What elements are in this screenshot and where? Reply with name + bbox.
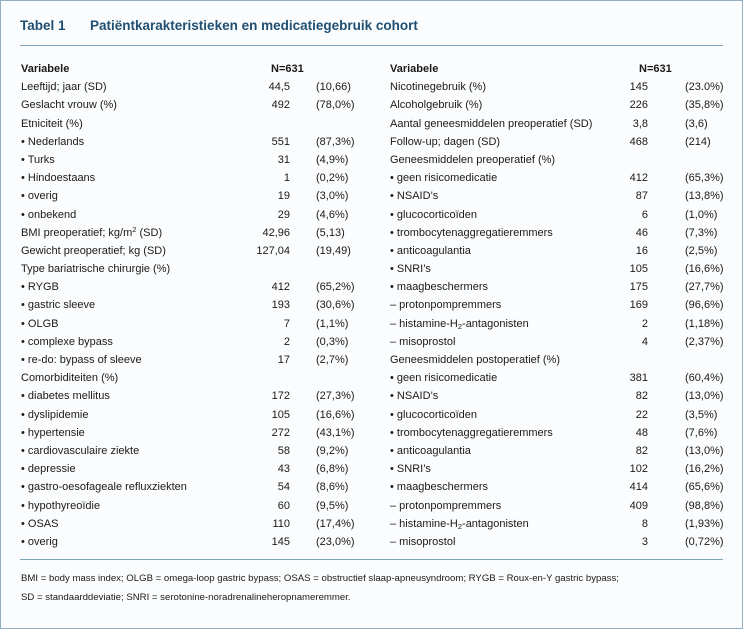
- table-row: [21, 515, 366, 533]
- row-percentage: (7,3%): [685, 226, 718, 239]
- row-percentage: (16,2%): [685, 463, 724, 476]
- table-row: [390, 133, 730, 151]
- row-label: • re-do: bypass of sleeve: [21, 354, 142, 366]
- table-row: [21, 151, 366, 169]
- row-label: Type bariatrische chirurgie (%): [21, 263, 171, 276]
- table-row: [390, 151, 730, 169]
- row-percentage: (87,3%): [316, 135, 355, 148]
- table-row: [390, 278, 730, 296]
- row-count: 226: [629, 99, 648, 112]
- row-count: 7: [283, 317, 290, 330]
- row-percentage: (0,3%): [316, 335, 349, 348]
- row-count: 6: [641, 208, 648, 221]
- row-count: 31: [277, 153, 290, 166]
- row-label: – misoprostol: [390, 535, 456, 548]
- footnote-line: SD = standaarddeviatie; SNRI = serotonine-noradrenalineheropnameremmer.: [21, 591, 351, 603]
- row-count: 82: [635, 390, 648, 403]
- table-row: [21, 133, 366, 151]
- row-label: • Nederlands: [21, 135, 85, 148]
- table-row: [390, 78, 730, 96]
- row-label: [390, 315, 529, 333]
- row-percentage: (16,6%): [316, 408, 355, 421]
- row-percentage: (60,4%): [685, 372, 724, 385]
- row-count: 42,96: [262, 226, 290, 239]
- table-row: [390, 206, 730, 224]
- row-percentage: (16,6%): [685, 263, 724, 276]
- row-percentage: (1,1%): [316, 317, 349, 330]
- row-percentage: (78,0%): [316, 99, 355, 112]
- row-percentage: (3,0%): [316, 190, 349, 203]
- right-rows: [390, 78, 730, 551]
- table-row: [21, 115, 366, 133]
- row-count: 102: [629, 463, 648, 476]
- table-row: [390, 315, 730, 333]
- row-count: 1: [283, 172, 290, 185]
- bottom-divider: [20, 559, 723, 560]
- row-count: 3,8: [632, 117, 648, 130]
- row-percentage: (19,49): [316, 244, 351, 257]
- row-count: 58: [277, 444, 290, 457]
- row-count: 110: [272, 517, 290, 530]
- row-percentage: (214): [685, 135, 711, 148]
- row-percentage: (35,8%): [685, 99, 724, 112]
- row-label: • overig: [21, 535, 58, 548]
- table-row: [21, 315, 366, 333]
- row-label: • anticoagulantia: [390, 244, 471, 257]
- row-label: • NSAID’s: [390, 190, 439, 203]
- table-row: [21, 187, 366, 205]
- row-label: • hypothyreoïdie: [21, 499, 101, 512]
- right-header-row: [390, 60, 730, 78]
- table-row: [390, 369, 730, 387]
- row-label: • SNRI’s: [390, 263, 431, 276]
- row-label-subscript: 2: [457, 521, 463, 531]
- row-percentage: (98,8%): [685, 499, 724, 512]
- top-divider: [20, 45, 723, 46]
- row-count: 44,5: [268, 81, 290, 94]
- right-header-variable: Variabele: [390, 63, 439, 75]
- row-count: 492: [271, 99, 290, 112]
- row-count: 551: [271, 135, 290, 148]
- table-row: [390, 387, 730, 405]
- row-label: Geneesmiddelen preoperatief (%): [390, 153, 556, 166]
- table-row: [390, 115, 730, 133]
- row-count: 19: [277, 190, 290, 203]
- row-label: • cardiovasculaire ziekte: [21, 444, 140, 457]
- row-label: • geen risicomedicatie: [390, 372, 498, 385]
- row-percentage: (65,6%): [685, 481, 724, 494]
- row-count: 169: [629, 299, 648, 312]
- row-percentage: (4,9%): [316, 153, 349, 166]
- row-label: • overig: [21, 190, 58, 203]
- row-count: 412: [271, 281, 290, 294]
- row-label: Leeftijd; jaar (SD): [21, 81, 107, 94]
- row-percentage: (27,3%): [316, 390, 355, 403]
- table-row: [390, 533, 730, 551]
- row-label: Etniciteit (%): [21, 117, 83, 130]
- row-percentage: (10,66): [316, 81, 351, 94]
- row-percentage: (13,0%): [685, 444, 724, 457]
- table-row: [390, 460, 730, 478]
- row-percentage: (1,93%): [685, 517, 724, 530]
- row-count: 48: [635, 426, 648, 439]
- row-label: • OLGB: [21, 317, 59, 330]
- table-row: [21, 442, 366, 460]
- row-label: • onbekend: [21, 208, 77, 221]
- row-label: • RYGB: [21, 281, 59, 294]
- row-label: Geneesmiddelen postoperatief (%): [390, 354, 560, 366]
- table-row: [390, 424, 730, 442]
- table-row: [21, 460, 366, 478]
- row-label-subscript: 2: [457, 321, 463, 331]
- table-caption: [20, 18, 418, 33]
- row-count: 16: [635, 244, 648, 257]
- table-row: [390, 478, 730, 496]
- row-label: • hypertensie: [21, 426, 85, 439]
- row-label-part: -antagonisten: [462, 317, 529, 330]
- row-count: 8: [641, 517, 648, 530]
- row-label: [21, 224, 162, 242]
- row-percentage: (6,8%): [316, 463, 349, 476]
- table-row: [390, 224, 730, 242]
- table-row: [21, 206, 366, 224]
- row-label: • trombocytenaggregatieremmers: [390, 226, 553, 239]
- row-count: 193: [271, 299, 290, 312]
- row-label: • maagbeschermers: [390, 481, 489, 494]
- table-row: [21, 533, 366, 551]
- row-label: [390, 515, 529, 533]
- left-rows: [21, 78, 366, 551]
- table-row: [21, 224, 366, 242]
- row-label: – protonpompremmers: [390, 299, 502, 312]
- table-title: Patiëntkarakteristieken en medicatiegebruik cohort: [90, 18, 418, 33]
- row-count: 54: [277, 481, 290, 494]
- row-label-part: -antagonisten: [462, 517, 529, 530]
- table-row: [390, 515, 730, 533]
- row-percentage: (9,5%): [316, 499, 349, 512]
- row-label-superscript: 2: [132, 224, 137, 234]
- row-percentage: (23,0%): [316, 535, 355, 548]
- table-row: [21, 333, 366, 351]
- row-count: 272: [271, 426, 290, 439]
- row-percentage: (65,3%): [685, 172, 724, 185]
- row-label: • glucocorticoïden: [390, 208, 478, 221]
- table-row: [21, 278, 366, 296]
- row-percentage: (23.0%): [685, 81, 724, 94]
- row-percentage: (30,6%): [316, 299, 355, 312]
- row-label: • OSAS: [21, 517, 59, 530]
- table-row: [390, 442, 730, 460]
- table-row: [21, 478, 366, 496]
- row-percentage: (7,6%): [685, 426, 718, 439]
- row-label: • NSAID’s: [390, 390, 439, 403]
- row-count: 87: [635, 190, 648, 203]
- left-column: [21, 60, 366, 551]
- footnotes: [21, 570, 721, 607]
- row-count: 17: [277, 354, 290, 366]
- row-label: • Hindoestaans: [21, 172, 96, 185]
- row-count: 22: [635, 408, 648, 421]
- row-label: • depressie: [21, 463, 76, 476]
- row-percentage: (65,2%): [316, 281, 355, 294]
- row-percentage: (96,6%): [685, 299, 724, 312]
- row-count: 3: [641, 535, 648, 548]
- table-row: [390, 242, 730, 260]
- row-count: 2: [283, 335, 290, 348]
- row-percentage: (1,18%): [685, 317, 724, 330]
- row-label: Alcoholgebruik (%): [390, 99, 483, 112]
- row-count: 105: [271, 408, 290, 421]
- left-header-row: [21, 60, 366, 78]
- table-row: [21, 96, 366, 114]
- row-percentage: (17,4%): [316, 517, 355, 530]
- row-label: • diabetes mellitus: [21, 390, 110, 403]
- row-label: Geslacht vrouw (%): [21, 99, 117, 112]
- row-percentage: (3,6): [685, 117, 708, 130]
- table-row: [390, 260, 730, 278]
- footnote-line: BMI = body mass index; OLGB = omega-loop gastric bypass; OSAS = obstructief slaap-apneusyndroom; RYGB = Roux-en-Y gastric bypass;: [21, 573, 619, 584]
- row-label: • complexe bypass: [21, 335, 113, 348]
- row-label: Follow-up; dagen (SD): [390, 135, 501, 148]
- row-count: 29: [277, 208, 290, 221]
- row-percentage: (1,0%): [685, 208, 718, 221]
- row-percentage: (8,6%): [316, 481, 349, 494]
- row-label: • gastro-oesofageale refluxziekten: [21, 481, 187, 494]
- table-row: [21, 351, 366, 369]
- table-row: [21, 260, 366, 278]
- row-count: 145: [271, 535, 290, 548]
- row-label: • gastric sleeve: [21, 299, 96, 312]
- row-percentage: (3,5%): [685, 408, 718, 421]
- row-label-part: – histamine-H: [390, 317, 458, 330]
- row-percentage: (43,1%): [316, 426, 355, 439]
- row-count: 105: [629, 263, 648, 276]
- table-row: [390, 497, 730, 515]
- left-header-variable: Variabele: [21, 63, 70, 75]
- row-percentage: (27,7%): [685, 281, 724, 294]
- row-count: 145: [629, 81, 648, 94]
- row-count: 468: [629, 135, 648, 148]
- row-percentage: (2,7%): [316, 354, 349, 366]
- table-row: [21, 369, 366, 387]
- row-percentage: (0,72%): [685, 535, 724, 548]
- right-header-n: N=631: [639, 63, 672, 75]
- row-count: 82: [635, 444, 648, 457]
- row-count: 46: [635, 226, 648, 239]
- row-count: 43: [277, 463, 290, 476]
- row-percentage: (4,6%): [316, 208, 349, 221]
- row-count: 381: [629, 372, 648, 385]
- row-label: • glucocorticoïden: [390, 408, 478, 421]
- right-column: [390, 60, 730, 551]
- row-label: • dyslipidemie: [21, 408, 89, 421]
- row-count: 127,04: [256, 244, 290, 257]
- table-row: [21, 387, 366, 405]
- table-row: [21, 497, 366, 515]
- row-percentage: (0,2%): [316, 172, 349, 185]
- row-label-part: – histamine-H: [390, 517, 458, 530]
- row-label: • maagbeschermers: [390, 281, 489, 294]
- table-row: [390, 187, 730, 205]
- table-row: [390, 351, 730, 369]
- table-row: [21, 78, 366, 96]
- row-percentage: (13,8%): [685, 190, 724, 203]
- table-number: Tabel 1: [20, 18, 66, 33]
- table-row: [21, 424, 366, 442]
- table-row: [21, 169, 366, 187]
- row-count: 172: [271, 390, 290, 403]
- row-count: 4: [641, 335, 648, 348]
- row-label: • anticoagulantia: [390, 444, 471, 457]
- row-label: – misoprostol: [390, 335, 456, 348]
- row-count: 409: [629, 499, 648, 512]
- row-count: 412: [629, 172, 648, 185]
- table-row: [390, 96, 730, 114]
- table-row: [390, 333, 730, 351]
- row-count: 2: [641, 317, 648, 330]
- row-label: Aantal geneesmiddelen preoperatief (SD): [390, 117, 593, 130]
- table-row: [390, 296, 730, 314]
- row-label-part: BMI preoperatief; kg/m: [21, 226, 133, 239]
- row-percentage: (9,2%): [316, 444, 349, 457]
- left-header-n: N=631: [271, 63, 304, 75]
- row-count: 414: [629, 481, 648, 494]
- row-count: 60: [277, 499, 290, 512]
- row-label: – protonpompremmers: [390, 499, 502, 512]
- row-percentage: (2,37%): [685, 335, 724, 348]
- row-label-part: (SD): [136, 226, 163, 239]
- row-label: • trombocytenaggregatieremmers: [390, 426, 553, 439]
- table-row: [21, 296, 366, 314]
- table-row: [390, 406, 730, 424]
- row-label: • geen risicomedicatie: [390, 172, 498, 185]
- row-percentage: (5,13): [316, 226, 345, 239]
- table-row: [21, 406, 366, 424]
- row-label: Comorbiditeiten (%): [21, 372, 119, 385]
- row-label: Nicotinegebruik (%): [390, 81, 486, 94]
- row-percentage: (2,5%): [685, 244, 718, 257]
- row-count: 175: [629, 281, 648, 294]
- table-row: [390, 169, 730, 187]
- row-label: • Turks: [21, 153, 55, 166]
- row-percentage: (13,0%): [685, 390, 724, 403]
- row-label: Gewicht preoperatief; kg (SD): [21, 244, 166, 257]
- table-row: [21, 242, 366, 260]
- row-label: • SNRI’s: [390, 463, 431, 476]
